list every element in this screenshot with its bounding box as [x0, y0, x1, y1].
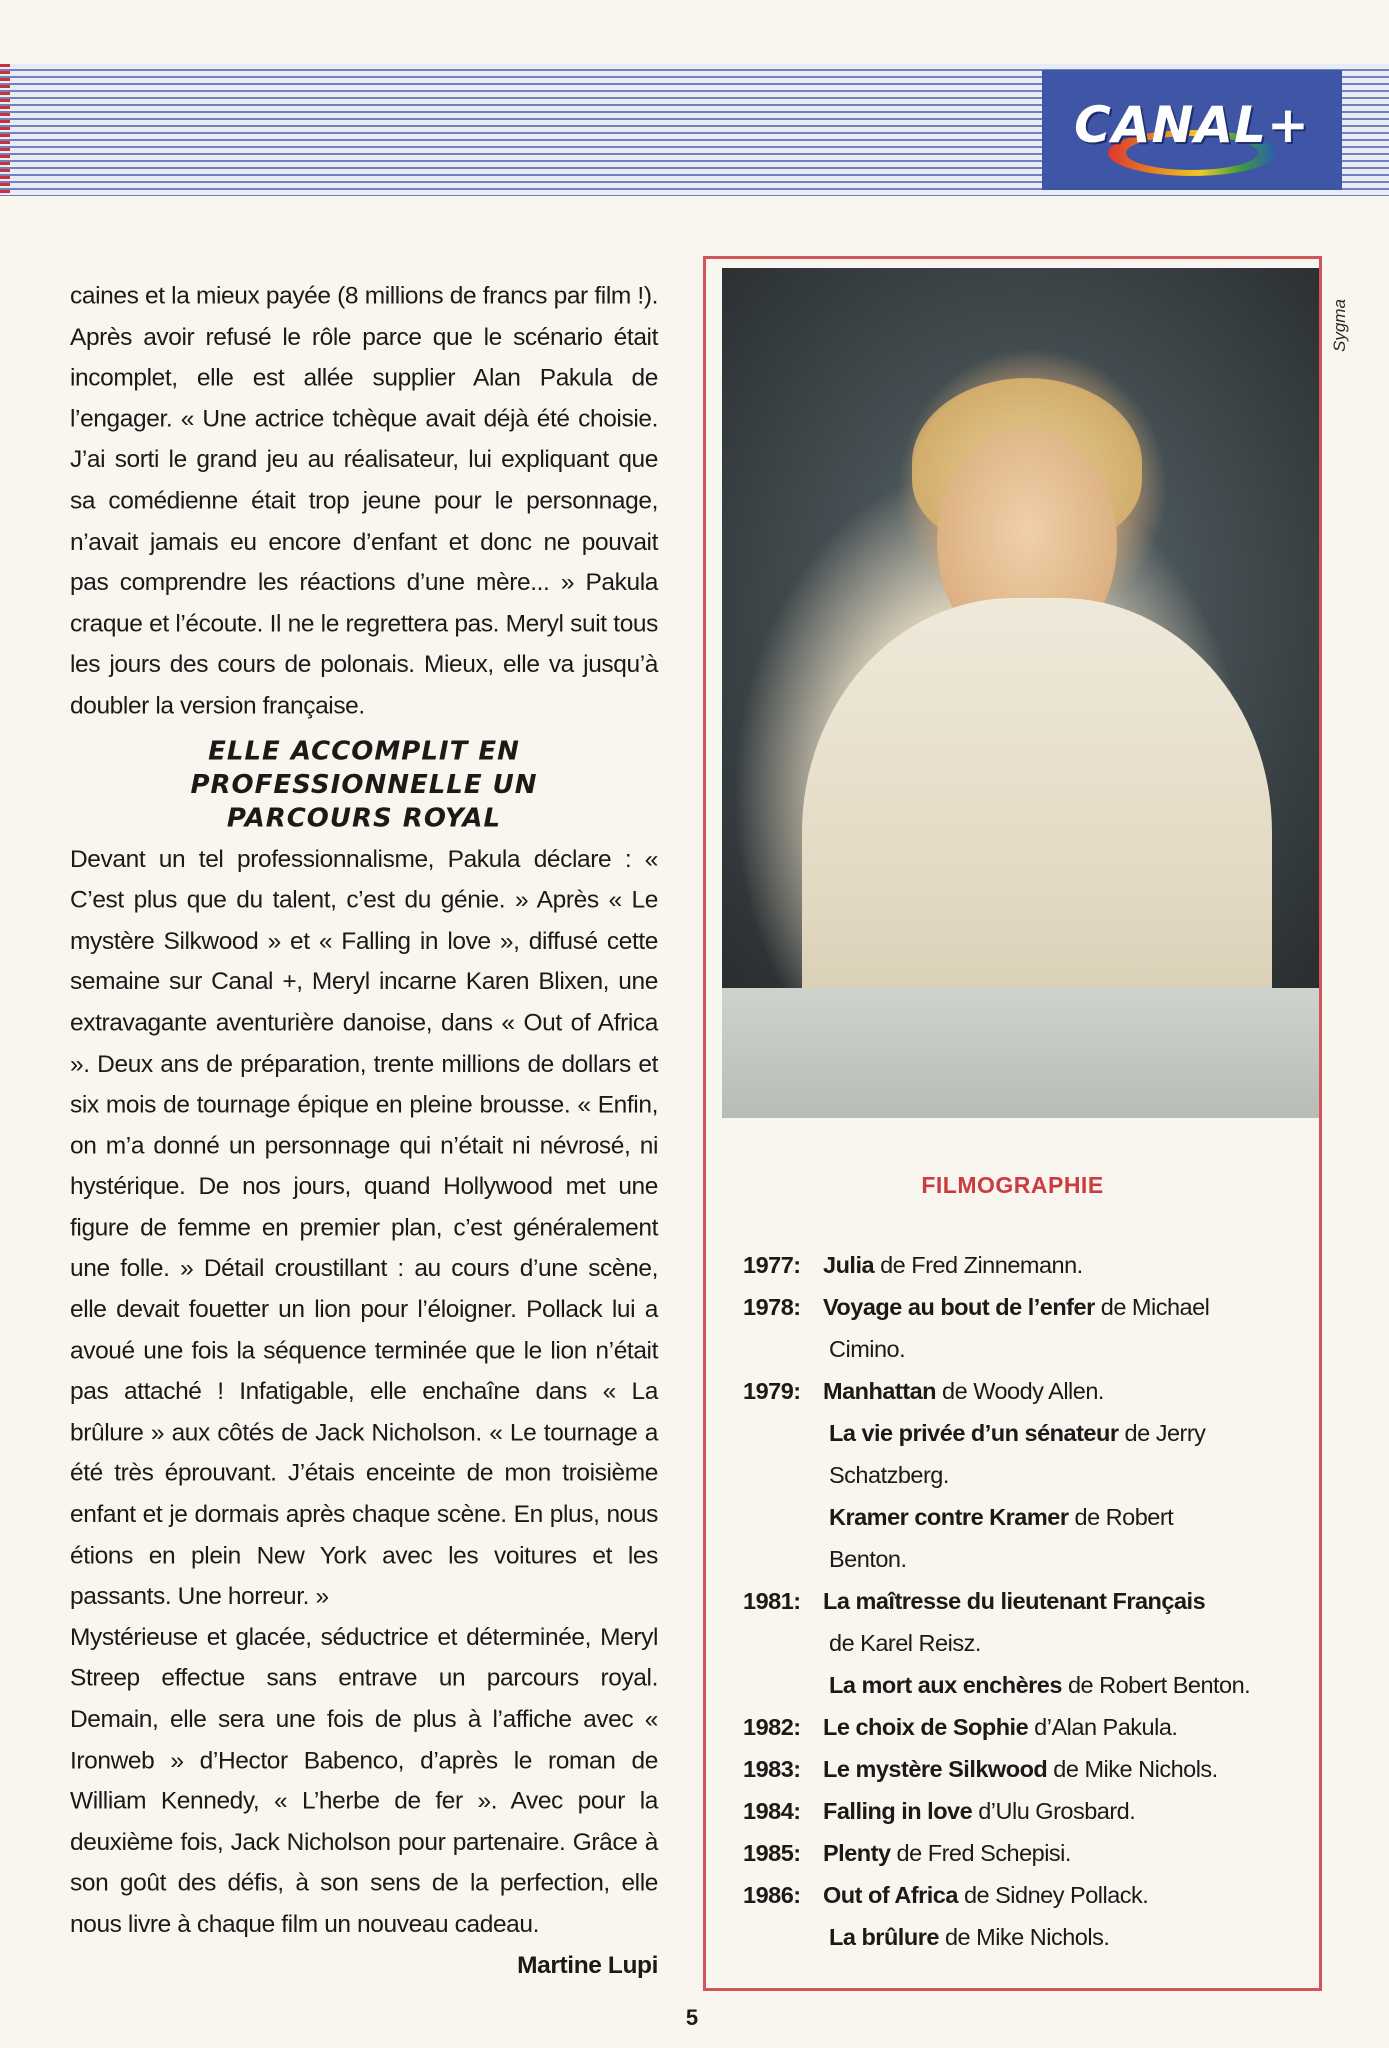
filmography-entry: [743, 1622, 1303, 1664]
filmography-entry: [743, 1538, 1303, 1580]
filmography-film-title: Julia: [823, 1252, 875, 1278]
filmography-year: 1979:: [743, 1378, 801, 1404]
filmography-entry: [743, 1664, 1303, 1706]
filmography-entry: [743, 1916, 1303, 1958]
filmography-entry: [743, 1286, 1303, 1328]
article-paragraph: Devant un tel professionnalisme, Pakula déclare : « C’est plus que du talent, c’est du génie. » Après « Le mystère Silkwood » et « Falling in love », diffusé cette semaine sur Canal +, Meryl incarne Karen Blixen, une extravagante aventurière danoise, dans « Out of Africa ». Deux ans de préparation, trente millions de dollars et six mois de tournage épique en pleine brousse. « Enfin, on m’a donné un personnage qui n’était ni névrosé, ni hystérique. De nos jours, quand Hollywood met une figure de femme en premier plan, c’est généralement une folle. » Détail croustillant : au cours d’une scène, elle devait fouetter un lion pour l’éloigner. Pollack lui a avoué une fois la séquence terminée que le lion n’était pas attaché ! Infatigable, elle enchaîne dans « La brûlure » aux côtés de Jack Nicholson. « Le tournage a été très éprouvant. J’étais enceinte de mon troisième enfant et je dormais après chaque scène. En plus, nous étions en plein New York avec les voitures et les passants. Une horreur. »: [70, 845, 658, 1610]
filmography-film-title: Kramer contre Kramer: [829, 1504, 1069, 1530]
filmography-entry: [743, 1706, 1303, 1748]
filmography-director: d’Ulu Grosbard.: [972, 1798, 1136, 1824]
filmography-entry: [743, 1412, 1303, 1454]
filmography-entry: [743, 1748, 1303, 1790]
filmography-film-title: Manhattan: [823, 1378, 936, 1404]
filmography-year: 1978:: [743, 1294, 801, 1320]
filmography-entry: [743, 1874, 1303, 1916]
portrait-photo: [722, 268, 1319, 1118]
filmography-film-title: La maîtresse du lieutenant Français: [823, 1588, 1206, 1614]
filmography-year: 1977:: [743, 1252, 801, 1278]
filmography-film-title: Voyage au bout de l’enfer: [823, 1294, 1095, 1320]
header-edge-stripes: [0, 64, 10, 196]
article-paragraph: caines et la mieux payée (8 millions de francs par film !). Après avoir refusé le rôle parce que le scénario était incomplet, elle est allée supplier Alan Pakula de l’engager. « Une actrice tchèque avait déjà été choisie. J’ai sorti le grand jeu au réalisateur, lui expliquant que sa comédienne était trop jeune pour le personnage, n’avait jamais eu encore d’enfant et donc ne pouvait pas comprendre les réactions d’une mère... » Pakula craque et l’écoute. Il ne le regrettera pas. Meryl suit tous les jours des cours de polonais. Mieux, elle va jusqu’à doubler la version française.: [70, 282, 658, 720]
filmography-director: de Robert: [1068, 1504, 1174, 1530]
filmography-entry: [743, 1328, 1303, 1370]
filmography-film-title: La mort aux enchères: [829, 1672, 1062, 1698]
filmography-film-title: Le mystère Silkwood: [823, 1756, 1048, 1782]
filmography-entry: [743, 1790, 1303, 1832]
filmography-list: [743, 1244, 1303, 1958]
filmography-entry: [743, 1244, 1303, 1286]
filmography-film-title: Falling in love: [823, 1798, 973, 1824]
article-column: [70, 276, 658, 1986]
filmography-year: 1983:: [743, 1756, 801, 1782]
filmography-film-title: Le choix de Sophie: [823, 1714, 1029, 1740]
filmography-entry: [743, 1454, 1303, 1496]
filmography-director: de Michael: [1094, 1294, 1210, 1320]
filmography-director: de Sidney Pollack.: [957, 1882, 1149, 1908]
filmography-director: de Jerry: [1118, 1420, 1206, 1446]
filmography-year: 1981:: [743, 1588, 801, 1614]
filmography-year: 1986:: [743, 1882, 801, 1908]
filmography-entry: [743, 1832, 1303, 1874]
canal-plus-logo: [1042, 70, 1342, 190]
filmography-film-title: Plenty: [823, 1840, 891, 1866]
filmography-director: d’Alan Pakula.: [1028, 1714, 1178, 1740]
filmography-director: de Fred Zinnemann.: [874, 1252, 1083, 1278]
article-subheading: ELLE ACCOMPLIT EN PROFESSIONNELLE UN PARCOURS ROYAL: [190, 736, 538, 834]
filmography-director: Schatzberg.: [829, 1462, 949, 1488]
byline: Martine Lupi: [517, 1952, 658, 1979]
filmography-film-title: La vie privée d’un sénateur: [829, 1420, 1119, 1446]
filmography-director: de Fred Schepisi.: [890, 1840, 1071, 1866]
filmography-year: 1984:: [743, 1798, 801, 1824]
photo-credit: Sygma: [1330, 299, 1349, 352]
filmography-director: de Karel Reisz.: [829, 1630, 981, 1656]
filmography-entry: [743, 1496, 1303, 1538]
filmography-director: Cimino.: [829, 1336, 906, 1362]
filmography-year: 1982:: [743, 1714, 801, 1740]
filmography-director: de Mike Nichols.: [1047, 1756, 1218, 1782]
filmography-year: 1985:: [743, 1840, 801, 1866]
filmography-director: de Woody Allen.: [936, 1378, 1104, 1404]
filmography-entry: [743, 1580, 1303, 1622]
filmography-film-title: La brûlure: [829, 1924, 939, 1950]
article-paragraph: Mystérieuse et glacée, séductrice et déterminée, Meryl Streep effectue sans entrave un parcours royal. Demain, elle sera une fois de plus à l’affiche avec « Ironweb » d’Hector Babenco, d’après le roman de William Kennedy, « L’herbe de fer ». Avec pour la deuxième fois, Jack Nicholson pour partenaire. Grâce à son goût des défis, à son sens de la perfection, elle nous livre à chaque film un nouveau cadeau. Martine Lupi: [70, 1617, 658, 1945]
filmography-director: de Robert Benton.: [1061, 1672, 1251, 1698]
logo-text: CANAL+: [1074, 96, 1310, 154]
filmography-title: FILMOGRAPHIE: [921, 1172, 1104, 1198]
filmography-director: de Mike Nichols.: [938, 1924, 1110, 1950]
filmography-entry: [743, 1370, 1303, 1412]
filmography-film-title: Out of Africa: [823, 1882, 958, 1908]
page-number: 5: [685, 2005, 699, 2030]
filmography-director: Benton.: [829, 1546, 907, 1572]
